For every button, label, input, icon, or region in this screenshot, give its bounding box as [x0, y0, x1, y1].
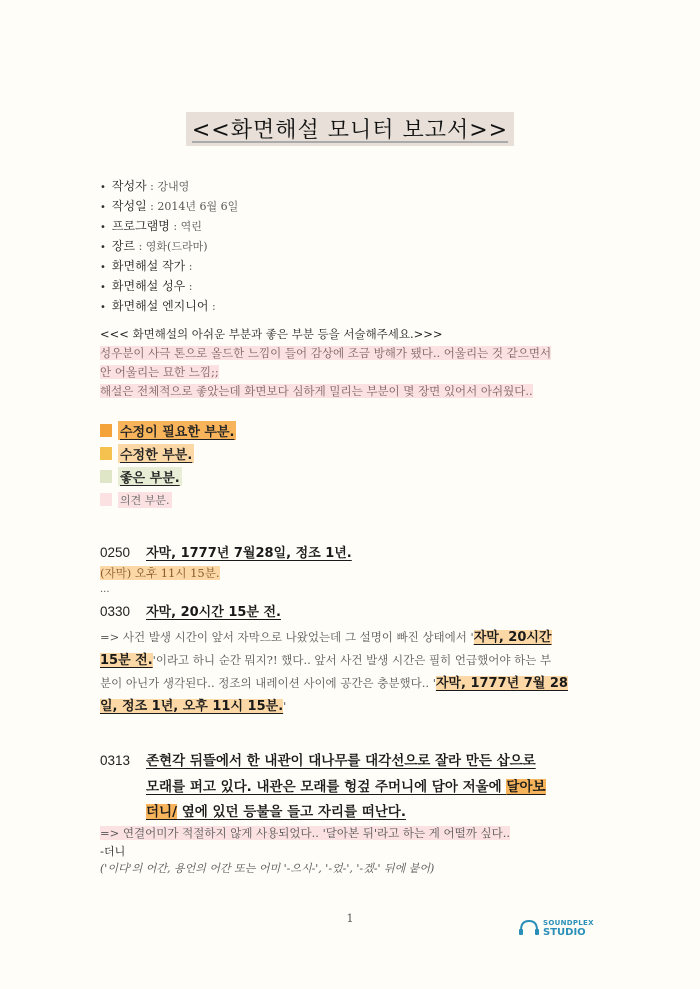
review-line: 안 어울리는 묘한 느낌;;	[100, 365, 219, 379]
swatch-yellow-icon	[100, 447, 112, 460]
timecode: 0330	[100, 604, 131, 619]
bullet-icon: •	[100, 262, 106, 273]
meta-writer: • 화면해설 작가 :	[100, 259, 193, 273]
entry-note: (자막) 오후 11시 15분.	[100, 566, 220, 580]
timecode: 0313	[100, 753, 131, 768]
entry-note-line: 일, 정조 1년, 오후 11시 15분.'	[100, 699, 287, 714]
soundplex-logo: SOUNDPLEX STUDIO	[518, 918, 594, 938]
entry-note-line: => 사건 발생 시간이 앞서 자막으로 나왔었는데 그 설명이 빠진 상태에서 '자막, 20시간	[100, 630, 552, 645]
entry-note-line: 분이 아닌가 생각된다.. 정조의 내레이션 사이에 공간은 충분했다.. '자막, 1777년 7월 28	[100, 676, 568, 691]
term-definition: ('이다'의 어간, 용언의 어간 또는 어미 '-으시-', '-었-', '-겠-' 뒤에 붙어)	[100, 862, 435, 875]
swatch-green-icon	[100, 470, 112, 483]
bullet-icon: •	[100, 302, 106, 313]
entry-note: => 연결어미가 적절하지 않게 사용되었다.. '달아본 뒤'라고 하는 게 어떨까 싶다..	[100, 826, 511, 840]
entry-0250	[100, 541, 605, 597]
legend-needs-fix: 수정이 필요한 부분.	[100, 419, 236, 442]
swatch-orange-icon	[100, 424, 112, 437]
meta-author: • 작성자 : 강내영	[100, 179, 190, 193]
meta-date: • 작성일 : 2014년 6월 6일	[100, 199, 239, 213]
term: -더니	[100, 845, 126, 858]
bullet-icon: •	[100, 282, 106, 293]
entry-note-line: 15분 전.'이라고 하니 순간 뭐지?! 했다.. 앞서 사건 발생 시간은 필히 언급했어야 하는 부	[100, 653, 552, 668]
meta-voice-actor: • 화면해설 성우 :	[100, 279, 193, 293]
legend-good: 좋은 부분.	[100, 465, 236, 488]
page-number: 1	[346, 912, 354, 925]
review-heading: <<< 화면해설의 아쉬운 부분과 좋은 부분 등을 서술해주세요.>>>	[100, 327, 443, 341]
entry-text: 존현각 뒤뜰에서 한 내관이 대나무를 대각선으로 잘라 만든 삽으로	[146, 753, 536, 769]
entry-0313: 0313 존현각 뒤뜰에서 한 내관이 대나무를 대각선으로 잘라 만든 삽으로 모래를 퍼고 있다. 내관은 모래를 헝겊 주머니에 담아 저울에 달아보 더니/ 옆에 있던 등불을 들고 자리를 떠난다. => 연결어미가 적절하지 않게 사용되었다.. '달아본 뒤'라고 하는 게 어떨까 싶다.. -더니 ('이다'의 어간, 용언의 어간 또는 어미 '-으시-', '-었-', '-겠-' 뒤에 붙어)	[100, 748, 605, 878]
meta-list	[100, 176, 600, 316]
ellipsis: ...	[100, 584, 110, 595]
headphones-icon	[518, 919, 540, 937]
legend-fixed: 수정한 부분.	[100, 442, 236, 465]
meta-engineer: • 화면해설 엔지니어 :	[100, 299, 216, 313]
entry-text: 자막, 1777년 7월28일, 정조 1년.	[146, 546, 352, 561]
report-title-wrap	[0, 112, 700, 146]
swatch-pink-icon	[100, 493, 112, 506]
entry-text: 자막, 20시간 15분 전.	[146, 605, 281, 620]
color-legend	[100, 419, 236, 511]
timecode: 0250	[100, 545, 131, 560]
meta-program: • 프로그램명 : 역린	[100, 219, 202, 233]
bullet-icon: •	[100, 242, 106, 253]
legend-opinion: 의견 부분.	[100, 488, 236, 511]
bullet-icon: •	[100, 202, 106, 213]
review-line: 성우분이 사극 톤으로 올드한 느낌이 들어 감상에 조금 방해가 됐다.. 어울리는 것 같으면서	[100, 346, 552, 360]
report-title: <<화면해설 모니터 보고서>>	[186, 112, 514, 146]
meta-genre: • 장르 : 영화(드라마)	[100, 239, 208, 253]
review-section	[100, 325, 605, 401]
bullet-icon: •	[100, 222, 106, 233]
bullet-icon: •	[100, 182, 106, 193]
entry-0330	[100, 600, 605, 718]
review-line: 해설은 전체적으로 좋았는데 화면보다 심하게 밀리는 부분이 몇 장면 있어서 아쉬웠다..	[100, 384, 533, 398]
